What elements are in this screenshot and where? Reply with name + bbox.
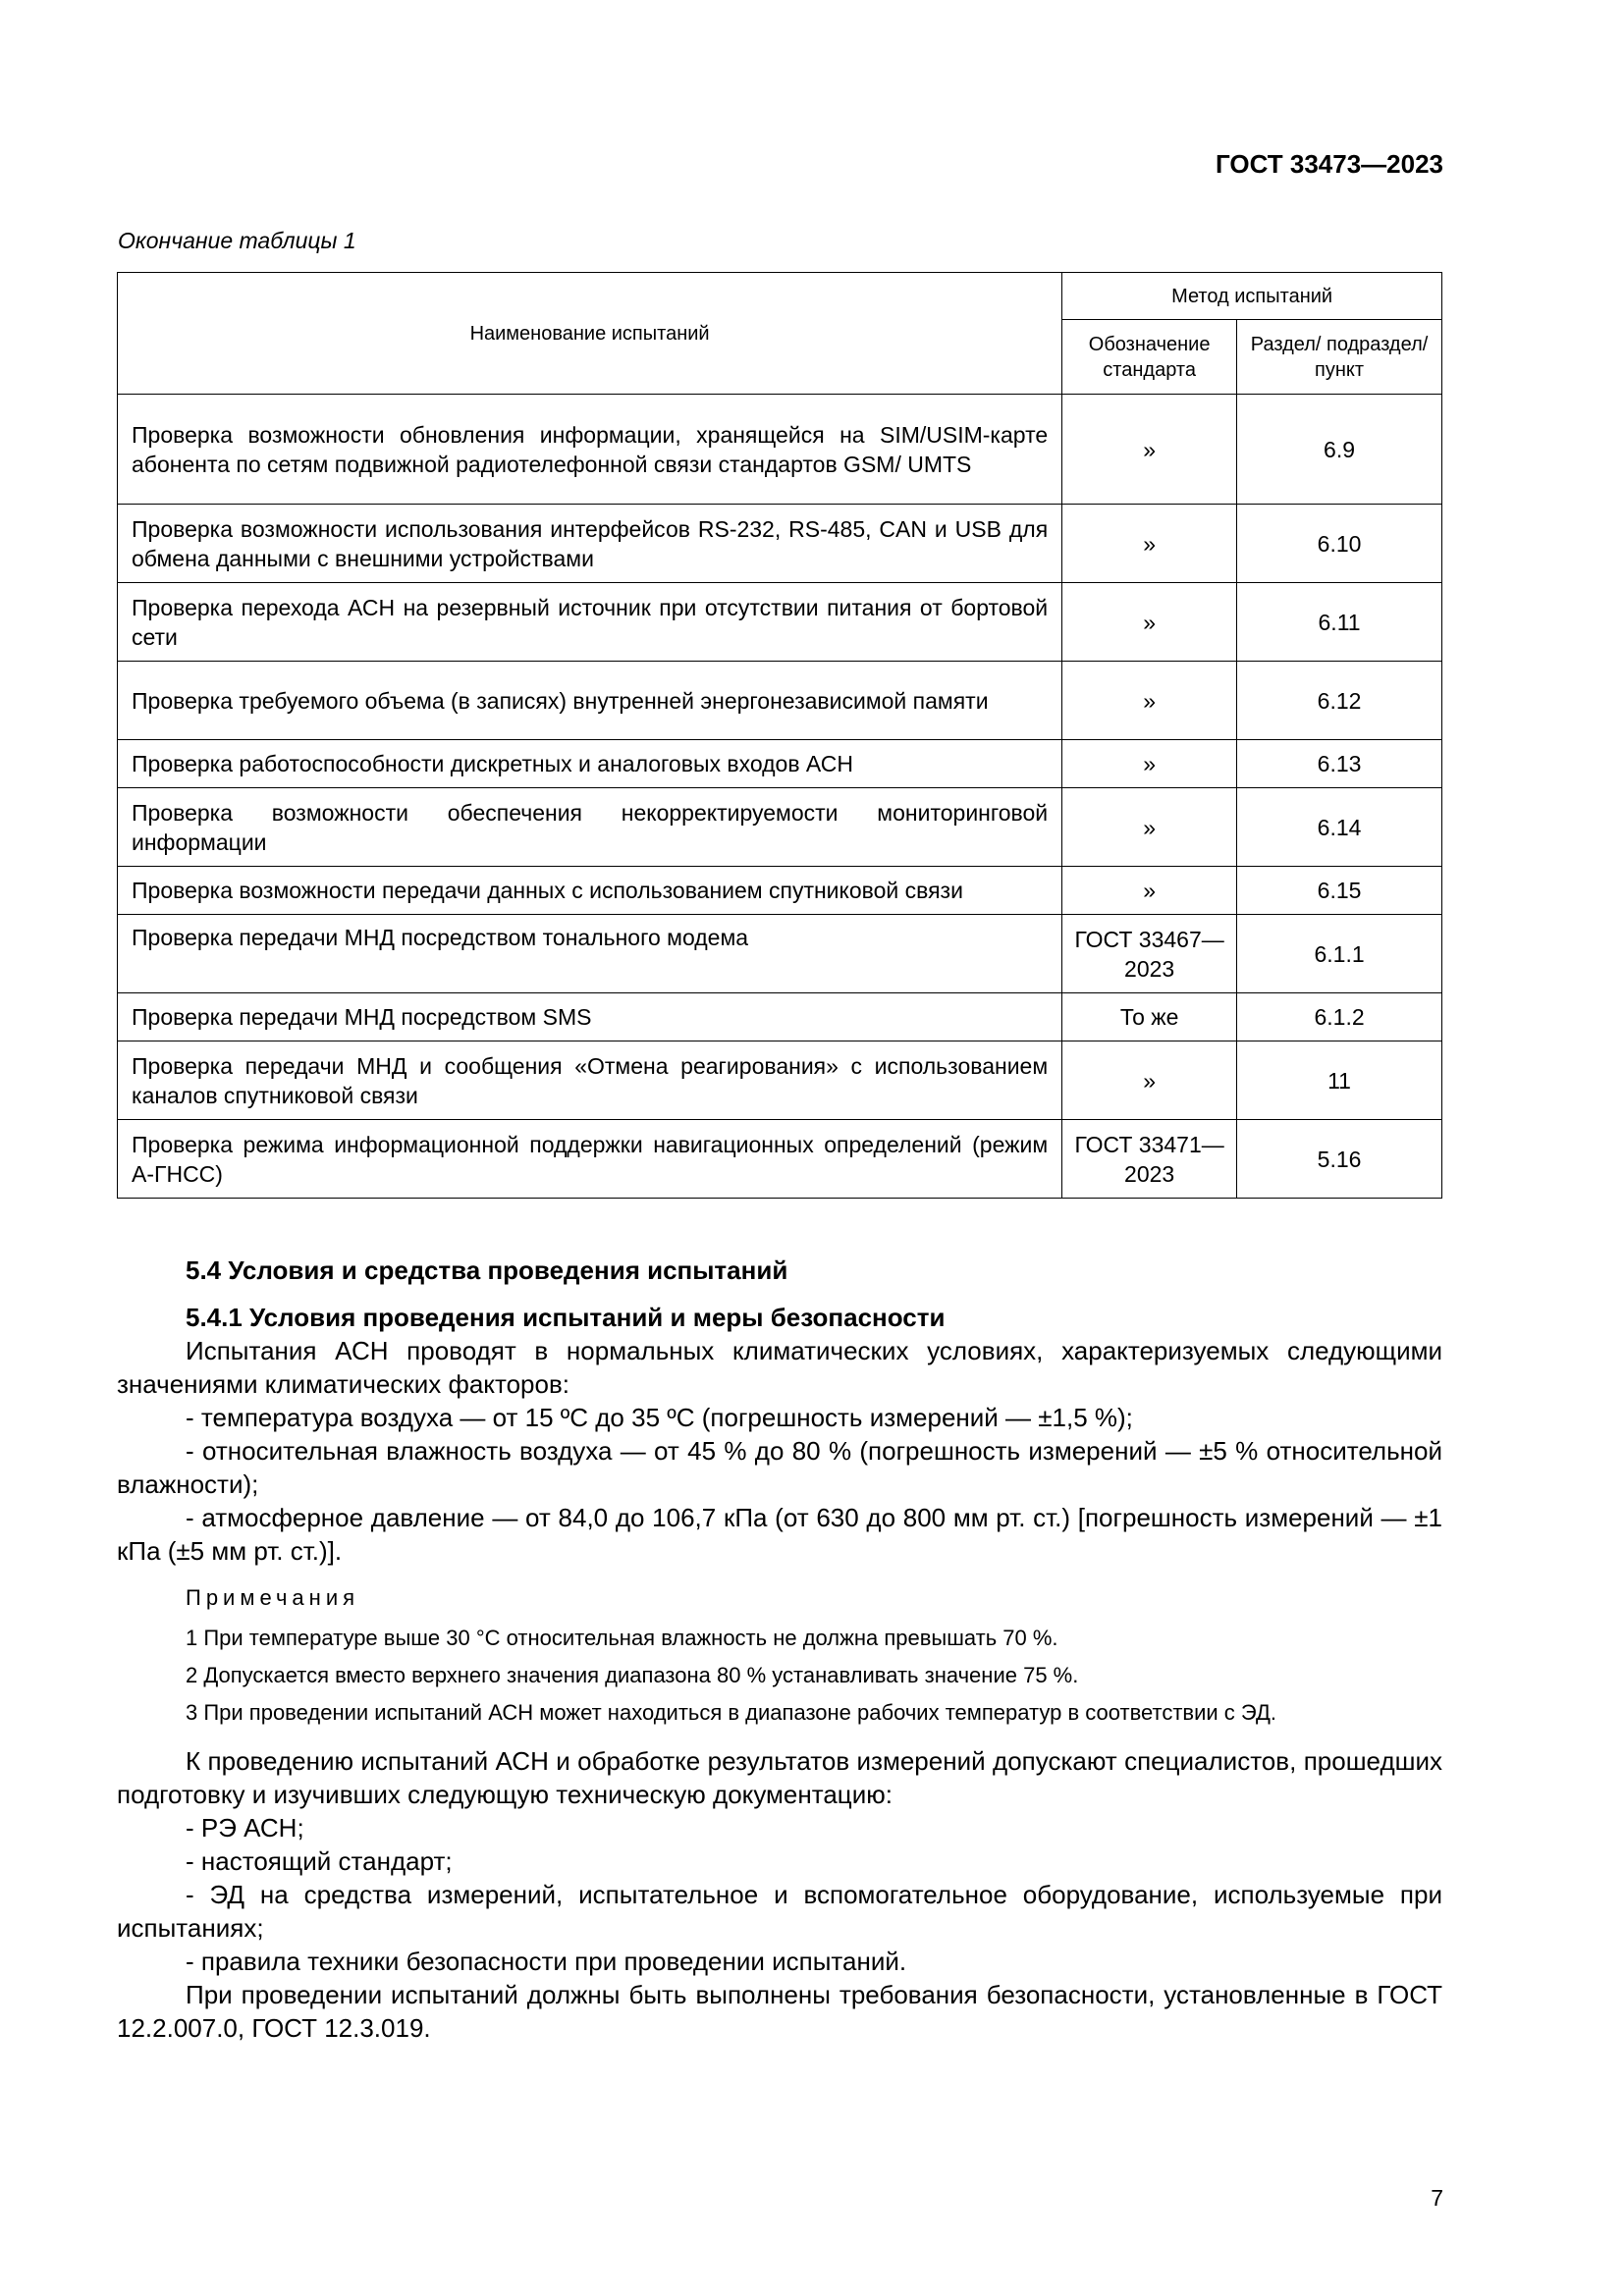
row-test-name: Проверка возможности обновления информации, хранящейся на SIM/USIM-карте абонента по сетям подвижной радиотелефонной связи стандартов GSM/ UMTS <box>118 395 1062 505</box>
list-item-pressure: - атмосферное давление — от 84,0 до 106,7 кПа (от 630 до 800 мм рт. ст.) [погрешность измерений — ±1 кПа (±5 мм рт. ст.)]. <box>117 1503 1442 1566</box>
heading-5-4: 5.4 Условия и средства проведения испытаний <box>186 1255 788 1285</box>
note-3: 3 При проведении испытаний АСН может находиться в диапазоне рабочих температур в соответствии с ЭД. <box>186 1700 1276 1725</box>
row-test-name: Проверка передачи МНД и сообщения «Отмена реагирования» с использованием каналов спутниковой связи <box>118 1041 1062 1120</box>
row-test-name: Проверка перехода АСН на резервный источник при отсутствии питания от бортовой сети <box>118 583 1062 662</box>
row-section: 6.14 <box>1237 788 1442 867</box>
row-section: 6.9 <box>1237 395 1442 505</box>
row-test-name: Проверка возможности обеспечения некорректируемости мониторинговой информации <box>118 788 1062 867</box>
row-section: 6.15 <box>1237 867 1442 915</box>
row-test-name: Проверка передачи МНД посредством SMS <box>118 993 1062 1041</box>
paragraph-personnel: К проведению испытаний АСН и обработке результатов измерений допускают специалистов, прошедших подготовку и изучивших следующую техническую документацию: <box>117 1746 1442 1809</box>
row-section: 6.1.1 <box>1237 915 1442 993</box>
list-item-doc-standard: - настоящий стандарт; <box>186 1846 453 1876</box>
row-standard: » <box>1062 867 1237 915</box>
row-standard: » <box>1062 583 1237 662</box>
note-2: 2 Допускается вместо верхнего значения диапазона 80 % устанавливать значение 75 %. <box>186 1663 1079 1687</box>
paragraph-climate: Испытания АСН проводят в нормальных климатических условиях, характеризуемых следующими значениями климатических факторов: <box>117 1336 1442 1399</box>
row-section: 6.10 <box>1237 505 1442 583</box>
row-section: 6.12 <box>1237 662 1442 740</box>
row-section: 6.1.2 <box>1237 993 1442 1041</box>
header-section: Раздел/ подраздел/пункт <box>1237 320 1442 395</box>
header-test-method: Метод испытаний <box>1062 273 1442 320</box>
table-caption: Окончание таблицы 1 <box>118 228 356 253</box>
row-standard: » <box>1062 1041 1237 1120</box>
row-standard: ГОСТ 33467—2023 <box>1062 915 1237 993</box>
paragraph-safety: При проведении испытаний должны быть выполнены требования безопасности, установленные в ГОСТ 12.2.007.0, ГОСТ 12.3.019. <box>117 1980 1442 2043</box>
list-item-doc-ed: - ЭД на средства измерений, испытательное и вспомогательное оборудование, используемые при испытаниях; <box>117 1880 1442 1943</box>
row-test-name: Проверка требуемого объема (в записях) внутренней энергонезависимой памяти <box>118 662 1062 740</box>
row-standard: » <box>1062 788 1237 867</box>
notes-title: Примечания <box>186 1585 360 1610</box>
row-standard: ГОСТ 33471—2023 <box>1062 1120 1237 1199</box>
note-1: 1 При температуре выше 30 °С относительная влажность не должна превышать 70 %. <box>186 1626 1058 1650</box>
row-test-name: Проверка режима информационной поддержки навигационных определений (режим А-ГНСС) <box>118 1120 1062 1199</box>
list-item-doc-safety: - правила техники безопасности при проведении испытаний. <box>186 1947 907 1976</box>
document-id: ГОСТ 33473—2023 <box>1216 149 1443 179</box>
row-section: 6.13 <box>1237 740 1442 788</box>
list-item-temperature: - температура воздуха — от 15 ºС до 35 ºС (погрешность измерений — ±1,5 %); <box>186 1403 1133 1432</box>
heading-5-4-1: 5.4.1 Условия проведения испытаний и меры безопасности <box>186 1303 946 1332</box>
row-test-name: Проверка возможности передачи данных с использованием спутниковой связи <box>118 867 1062 915</box>
row-section: 5.16 <box>1237 1120 1442 1199</box>
row-test-name: Проверка возможности использования интерфейсов RS-232, RS-485, CAN и USB для обмена данными с внешними устройствами <box>118 505 1062 583</box>
row-standard: » <box>1062 395 1237 505</box>
list-item-doc-re: - РЭ АСН; <box>186 1813 304 1842</box>
row-standard: » <box>1062 662 1237 740</box>
header-test-name: Наименование испытаний <box>118 273 1062 395</box>
list-item-humidity: - относительная влажность воздуха — от 45 % до 80 % (погрешность измерений — ±5 % относительной влажности); <box>117 1436 1442 1499</box>
tests-table <box>117 272 1442 1199</box>
row-standard: То же <box>1062 993 1237 1041</box>
row-section: 6.11 <box>1237 583 1442 662</box>
row-test-name: Проверка работоспособности дискретных и аналоговых входов АСН <box>118 740 1062 788</box>
section-5-4 <box>117 1254 1442 2045</box>
row-section: 11 <box>1237 1041 1442 1120</box>
page-number: 7 <box>1431 2185 1443 2211</box>
row-test-name: Проверка передачи МНД посредством тонального модема <box>118 915 1062 993</box>
header-standard: Обозначение стандарта <box>1062 320 1237 395</box>
row-standard: » <box>1062 505 1237 583</box>
row-standard: » <box>1062 740 1237 788</box>
